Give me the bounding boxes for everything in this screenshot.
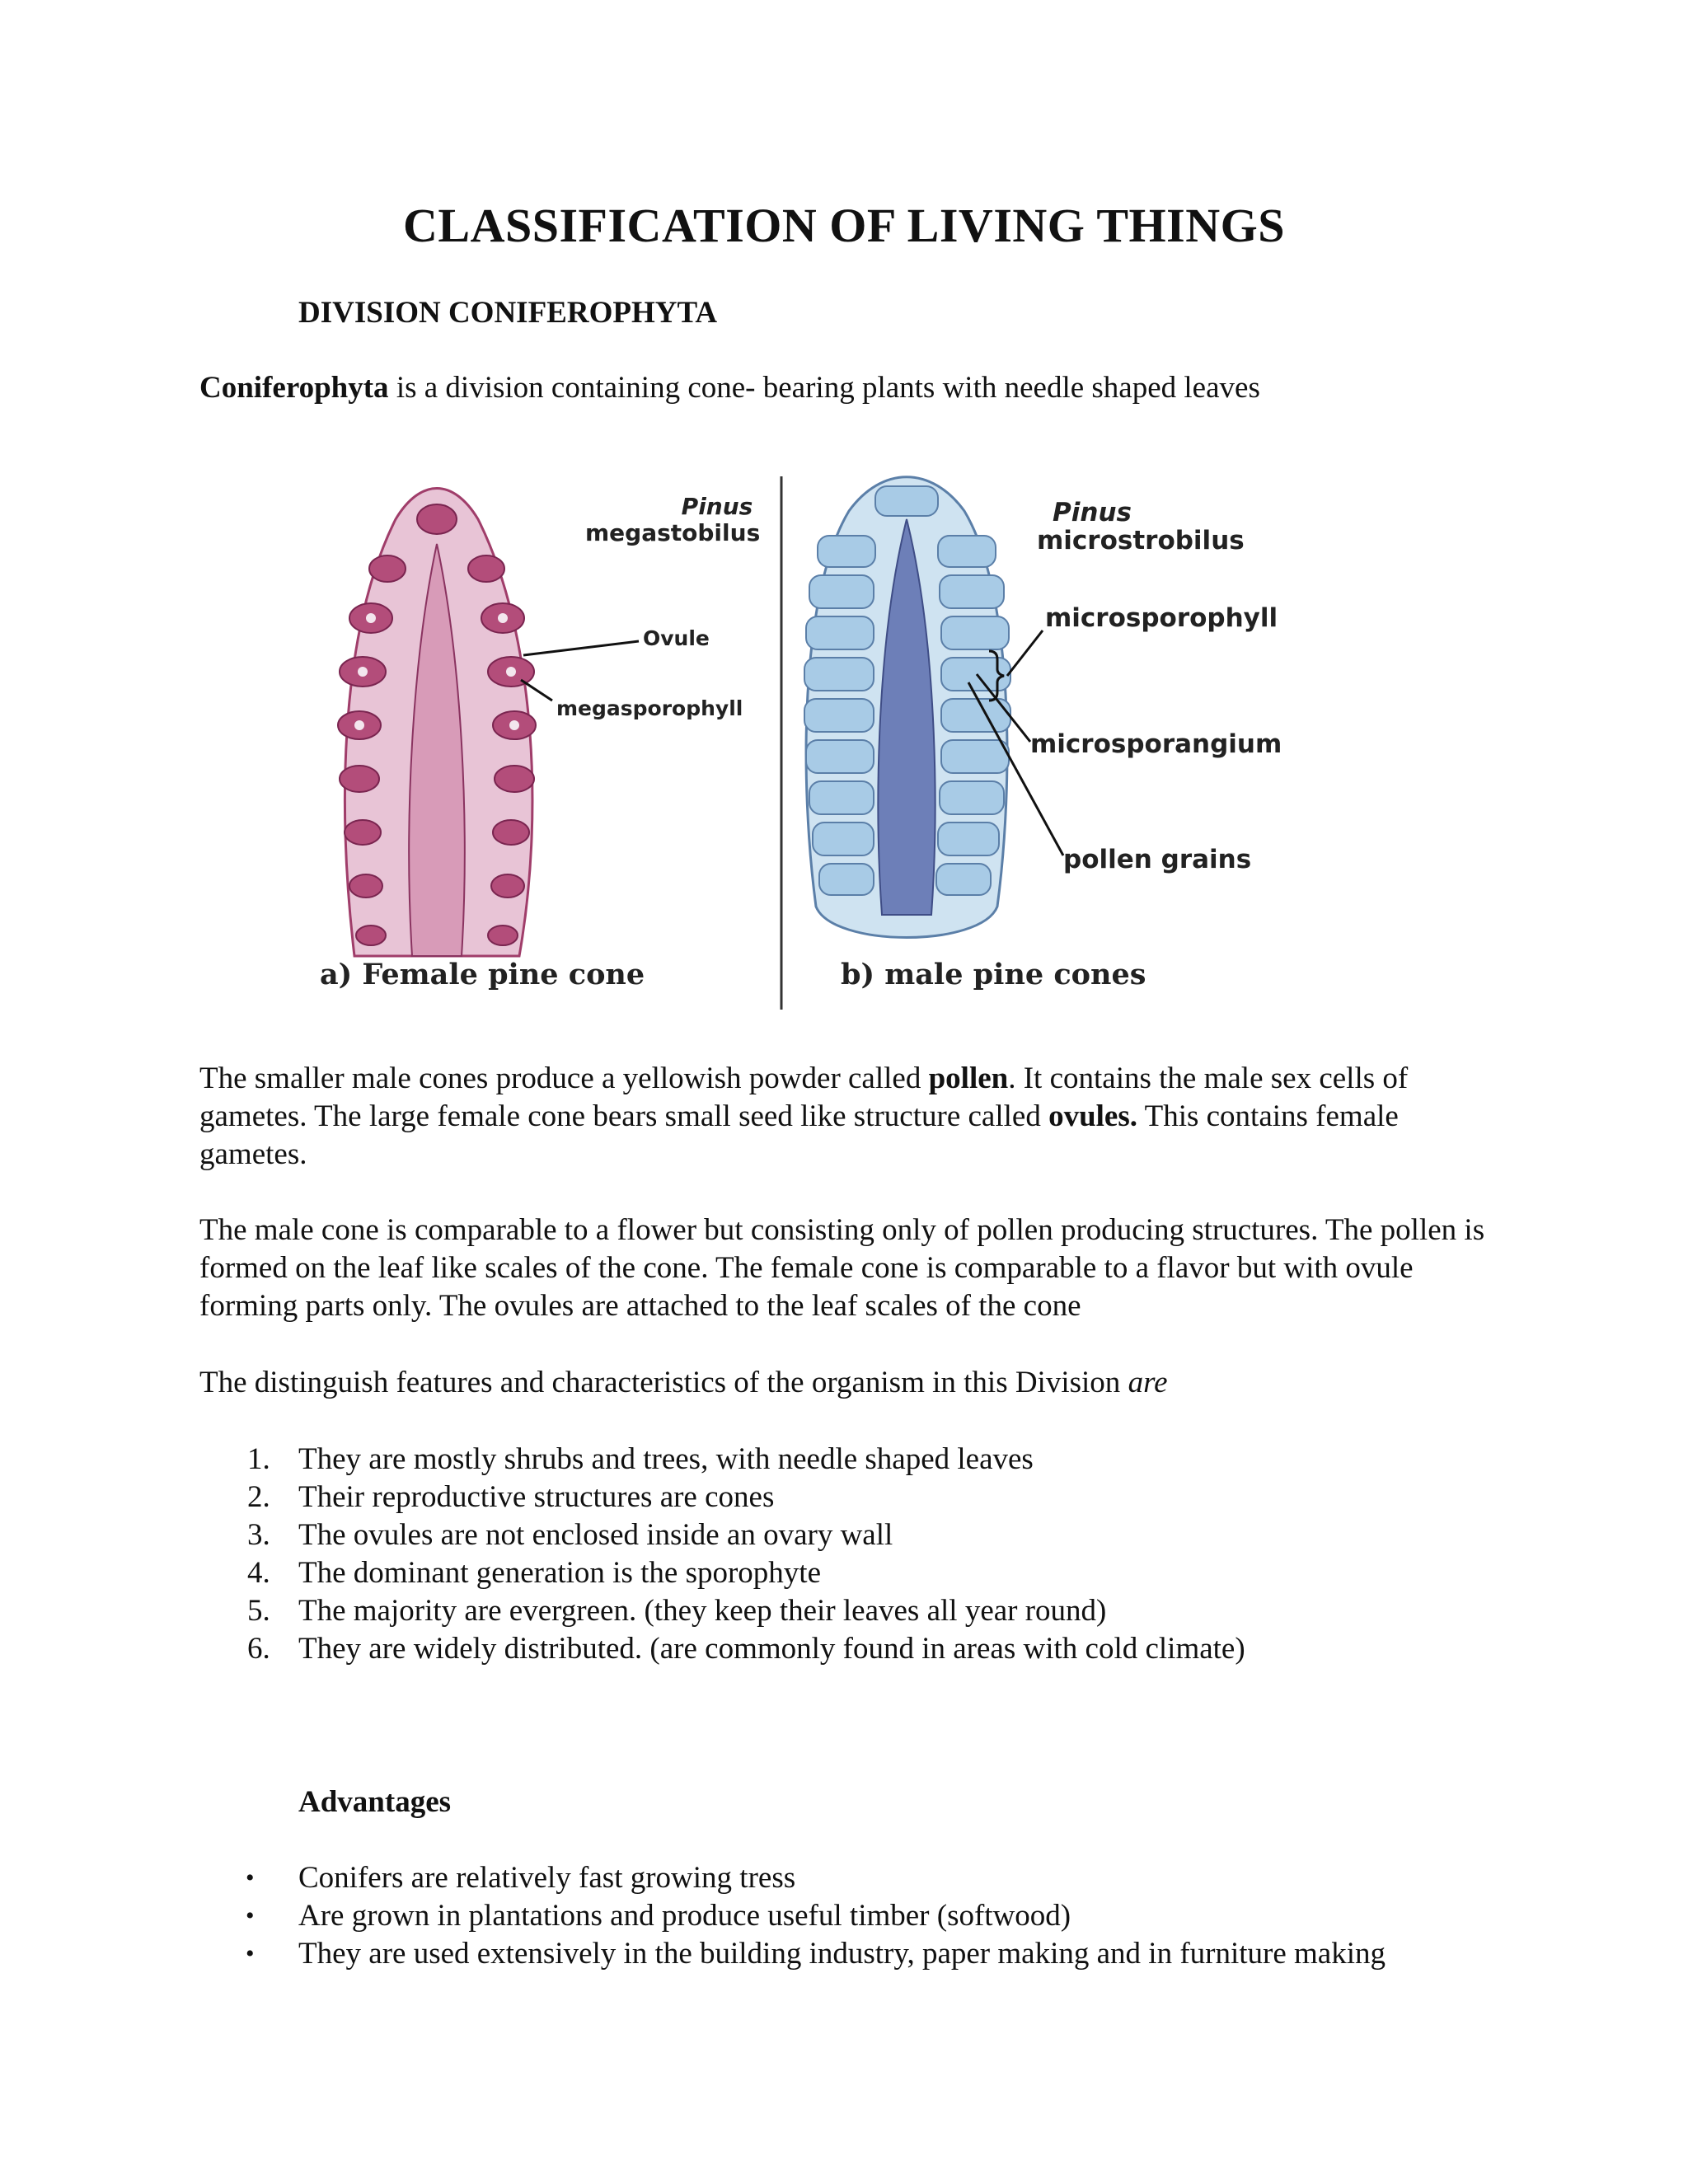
female-cone-illustration	[338, 489, 639, 957]
list-text: Their reproductive structures are cones	[298, 1480, 775, 1514]
list-number: 6.	[247, 1632, 270, 1666]
list-item	[231, 1859, 1550, 1897]
list-item	[231, 1897, 1550, 1935]
female-figure-title-genus: Pinus	[681, 493, 753, 520]
cone-comparison-paragraph: The male cone is comparable to a flower but consisting only of pollen producing structures. The pollen is formed on the leaf like scales of the cone. The female cone is comparable to a flavor but with ovule forming parts only. The ovules are attached to the leaf scales of the cone	[199, 1213, 1485, 1323]
ovule-label: Ovule	[643, 626, 710, 650]
male-figure-title-structure: microstrobilus	[1037, 526, 1245, 555]
list-item	[231, 1554, 1550, 1592]
list-number: 4.	[247, 1556, 270, 1590]
ovules-term: ovules.	[1048, 1099, 1138, 1133]
list-item	[231, 1441, 1550, 1479]
bullet-icon: •	[246, 1902, 255, 1929]
list-item	[231, 1479, 1550, 1516]
pollen-paragraph-text-2: . It contains the male sex cells of gametes. The large female cone bears small seed like structure called	[199, 1062, 1409, 1133]
features-intro-paragraph	[199, 1364, 1502, 1402]
intro-text: is a division containing cone- bearing plants with needle shaped leaves	[388, 371, 1260, 405]
list-number: 5.	[247, 1594, 270, 1628]
features-intro-italic: are	[1128, 1366, 1168, 1399]
pollen-paragraph	[199, 1060, 1502, 1174]
male-cone-caption: b) male pine cones	[841, 958, 1146, 991]
list-text: The ovules are not enclosed inside an ovary wall	[298, 1518, 893, 1552]
pollen-paragraph-text-1: The smaller male cones produce a yellowish powder called	[199, 1062, 929, 1095]
list-text: They are mostly shrubs and trees, with needle shaped leaves	[298, 1442, 1034, 1476]
female-cone-caption: a) Female pine cone	[320, 958, 645, 991]
pine-cone-figure	[305, 470, 1294, 1014]
microsporophyll-label: microsporophyll	[1045, 603, 1278, 633]
list-text: They are used extensively in the building industry, paper making and in furniture making	[298, 1937, 1386, 1971]
pollen-term: pollen	[928, 1062, 1009, 1095]
intro-paragraph	[199, 369, 1502, 407]
bullet-icon: •	[246, 1940, 255, 1967]
list-item	[231, 1516, 1550, 1554]
list-number: 3.	[247, 1518, 270, 1552]
division-heading: DIVISION CONIFEROPHYTA	[298, 296, 718, 330]
list-item	[231, 1935, 1550, 1973]
pollen-paragraph-text-3: This contains female gametes.	[199, 1099, 1399, 1171]
list-item	[231, 1630, 1550, 1668]
list-text: The dominant generation is the sporophyte	[298, 1556, 821, 1590]
features-intro-text: The distinguish features and characteristics of the organism in this Division	[199, 1366, 1128, 1399]
microsporangium-label: microsporangium	[1030, 729, 1282, 759]
list-text: They are widely distributed. (are commonly found in areas with cold climate)	[298, 1632, 1245, 1666]
list-text: The majority are evergreen. (they keep their leaves all year round)	[298, 1594, 1107, 1628]
megasporophyll-label: megasporophyll	[556, 696, 743, 720]
advantages-heading: Advantages	[298, 1785, 452, 1819]
pollen-grains-label: pollen grains	[1063, 845, 1252, 874]
list-text: Conifers are relatively fast growing tress	[298, 1861, 796, 1895]
list-text: Are grown in plantations and produce useful timber (softwood)	[298, 1899, 1071, 1933]
female-figure-title-structure: megastobilus	[585, 519, 761, 546]
advantages-list	[231, 1859, 1550, 1973]
male-cone-illustration	[804, 477, 1063, 938]
intro-term: Coniferophyta	[199, 371, 389, 405]
page-title: CLASSIFICATION OF LIVING THINGS	[403, 199, 1285, 252]
list-number: 2.	[247, 1480, 270, 1514]
list-number: 1.	[247, 1442, 270, 1476]
features-list	[231, 1441, 1550, 1668]
list-item	[231, 1592, 1550, 1630]
bullet-icon: •	[246, 1864, 255, 1891]
male-figure-title-genus: Pinus	[1053, 498, 1132, 527]
